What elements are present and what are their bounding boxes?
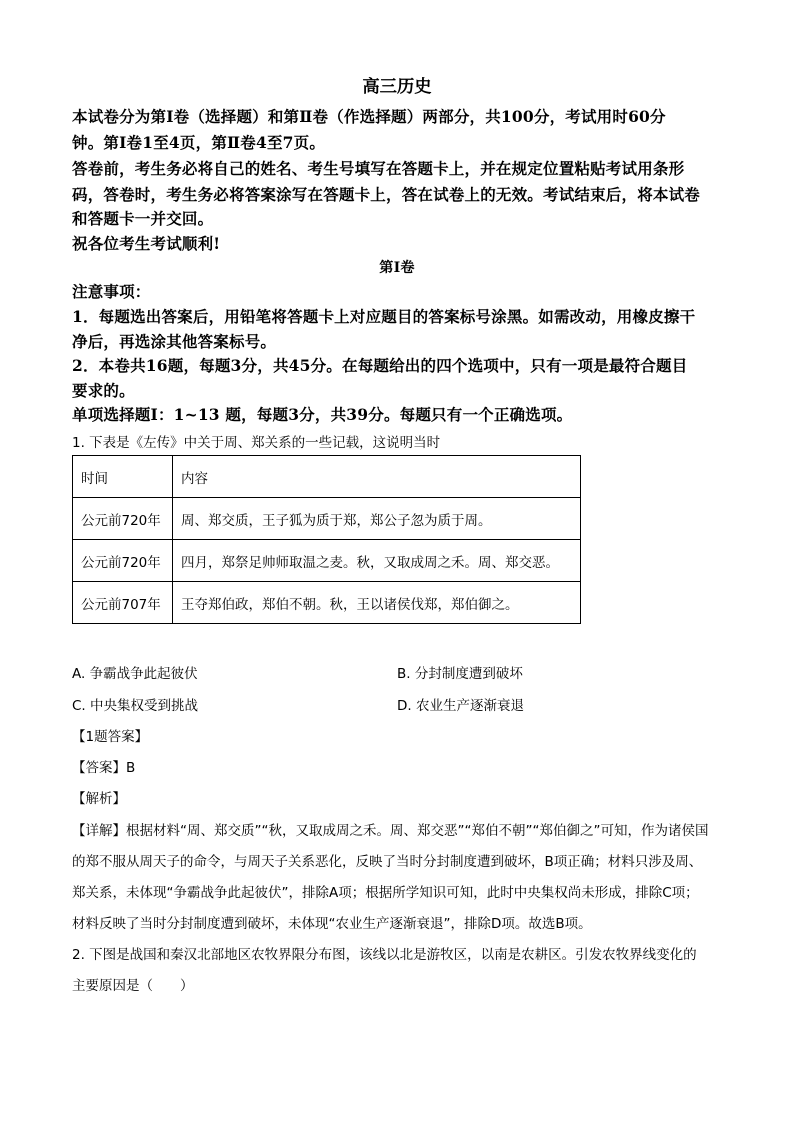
section-heading: 单项选择题Ⅰ：1~13 题，每题3分，共39分。每题只有一个正确选项。 [72, 405, 573, 424]
answer: 【答案】B [72, 760, 136, 776]
option-d: D. 农业生产逐渐衰退 [397, 698, 524, 714]
notice-line: 1．每题选出答案后，用铅笔将答题卡上对应题目的答案标号涂黑。如需改动，用橡皮擦干 [72, 307, 696, 326]
detail-line: 材料反映了当时分封制度遭到破坏，未体现“农业生产逐渐衰退”，排除D项。故选B项。 [72, 916, 592, 932]
intro-line: 钟。第Ⅰ卷1至4页，第Ⅱ卷4至7页。 [72, 133, 326, 152]
table-row [73, 582, 581, 624]
table-cell: 四月，郑祭足帅师取温之麦。秋，又取成周之禾。周、郑交恶。 [173, 540, 581, 582]
records-table [72, 455, 581, 624]
question-1-stem: 1. 下表是《左传》中关于周、郑关系的一些记载，这说明当时 [72, 435, 441, 451]
option-a: A. 争霸战争此起彼伏 [72, 666, 198, 682]
option-b: B. 分封制度遭到破坏 [397, 666, 523, 682]
table-header-cell: 内容 [173, 456, 581, 498]
table-cell: 王夺郑伯政，郑伯不朝。秋，王以诸侯伐郑，郑伯御之。 [173, 582, 581, 624]
detail-line: 郑关系，未体现“争霸战争此起彼伏”，排除A项；根据所学知识可知，此时中央集权尚未形成，排除C项； [72, 885, 699, 901]
notice-line: 2．本卷共16题，每题3分，共45分。在每题给出的四个选项中，只有一项是最符合题目 [72, 356, 688, 375]
table-row [73, 540, 581, 582]
question-2-stem: 2. 下图是战国和秦汉北部地区农牧界限分布图，该线以北是游牧区，以南是农耕区。引发农牧界线变化的 [72, 947, 697, 963]
intro-line: 码，答卷时，考生务必将答案涂写在答题卡上，答在试卷上的无效。考试结束后，将本试卷 [72, 185, 701, 204]
option-c: C. 中央集权受到挑战 [72, 698, 199, 714]
part-title: 第Ⅰ卷 [379, 260, 415, 276]
intro-line: 和答题卡一并交回。 [72, 209, 214, 228]
notice-heading: 注意事项： [72, 282, 151, 301]
table-header-cell: 时间 [73, 456, 173, 498]
table-cell: 周、郑交质，王子狐为质于郑，郑公子忽为质于周。 [173, 498, 581, 540]
notice-line: 要求的。 [72, 381, 135, 400]
table-cell: 公元前720年 [73, 498, 173, 540]
question-2-stem: 主要原因是（ ） [72, 978, 194, 994]
detail-line: 的郑不服从周天子的命令，与周天子关系恶化，反映了当时分封制度遭到破坏，B项正确；材料只涉及周、 [72, 854, 703, 870]
intro-line: 答卷前，考生务必将自己的姓名、考生号填写在答题卡上，并在规定位置粘贴考试用条形 [72, 159, 685, 178]
analysis-tag: 【解析】 [72, 791, 126, 807]
table-row [73, 498, 581, 540]
detail-line: 【详解】根据材料“周、郑交质”“秋，又取成周之禾。周、郑交恶”“郑伯不朝”“郑伯御之”可知，作为诸侯国 [72, 823, 709, 839]
intro-line: 本试卷分为第Ⅰ卷（选择题）和第Ⅱ卷（作选择题）两部分，共100分，考试用时60分 [72, 107, 666, 126]
page-title: 高三历史 [362, 77, 432, 97]
answer-tag: 【1题答案】 [72, 729, 149, 745]
table-header-row [73, 456, 581, 498]
table-cell: 公元前707年 [73, 582, 173, 624]
notice-line: 净后，再选涂其他答案标号。 [72, 332, 277, 351]
table-cell: 公元前720年 [73, 540, 173, 582]
intro-line: 祝各位考生考试顺利! [72, 234, 221, 253]
